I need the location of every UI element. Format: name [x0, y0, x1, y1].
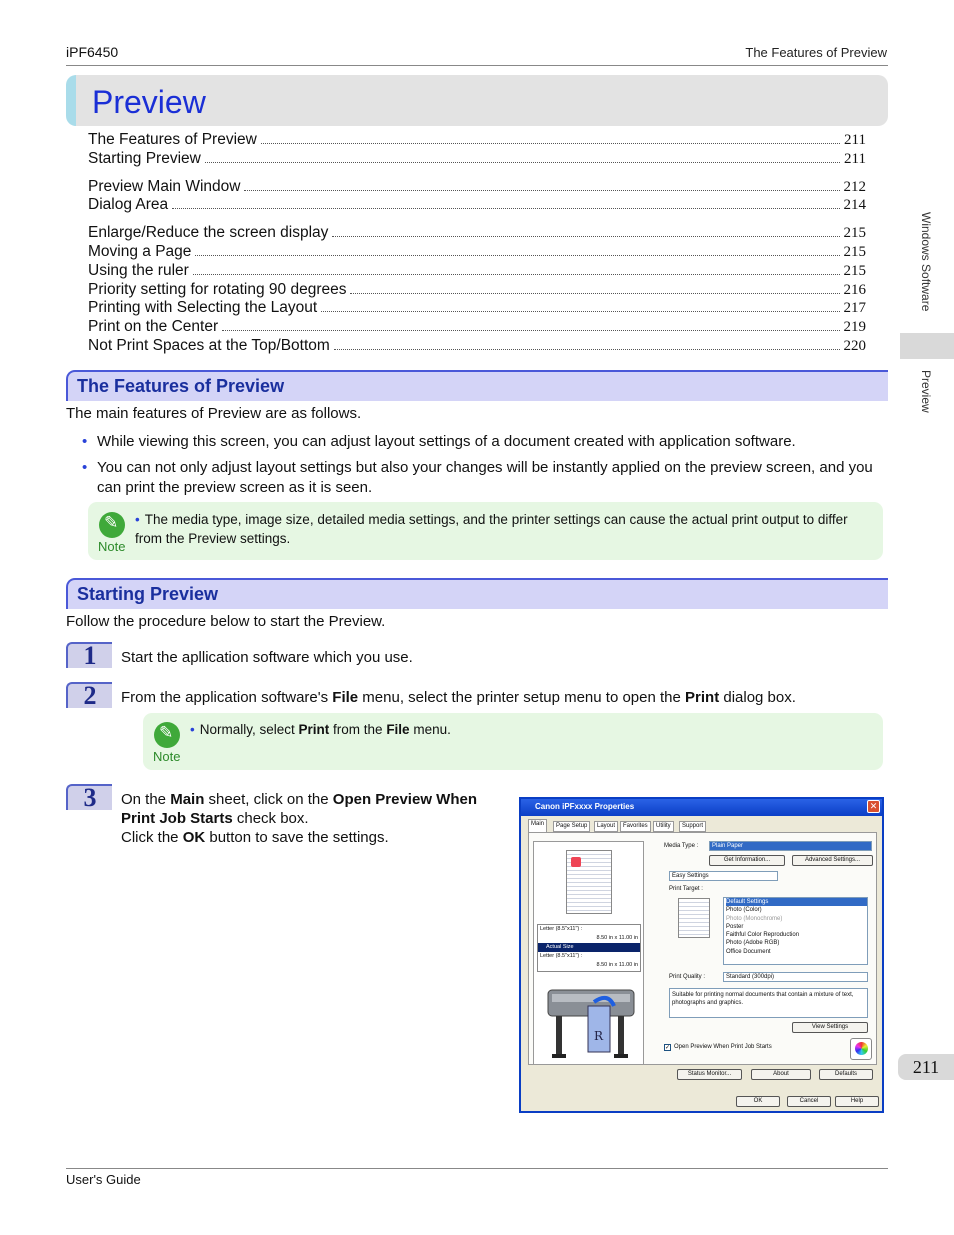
toc-label: Not Print Spaces at the Top/Bottom [88, 337, 330, 354]
step-3-text: On the Main sheet, click on the Open Preview When Print Job Starts check box. Click the OK button to save the settings. [121, 791, 477, 846]
print-target-list[interactable] [723, 897, 868, 965]
about-button[interactable]: About [751, 1069, 811, 1080]
page-number: 211 [898, 1054, 954, 1080]
toc-entry[interactable] [88, 224, 866, 242]
toc-page: 217 [843, 300, 866, 316]
toc-leader [321, 311, 839, 312]
tab-layout[interactable]: Layout [594, 821, 618, 832]
toc-leader [350, 293, 839, 294]
toc-label: Moving a Page [88, 243, 192, 260]
bullet-icon: • [190, 722, 195, 737]
status-monitor-button[interactable]: Status Monitor... [677, 1069, 742, 1080]
list-item[interactable]: Faithful Color Reproduction [726, 932, 800, 939]
toc-entry[interactable] [88, 150, 866, 168]
advanced-settings-button[interactable]: Advanced Settings... [792, 855, 873, 866]
help-button[interactable]: Help [835, 1096, 879, 1107]
step-number-3: 3 [66, 784, 112, 810]
toc-entry[interactable] [88, 281, 866, 299]
toc-entry[interactable] [88, 262, 866, 280]
note-box-features [88, 502, 883, 560]
tab-page-setup[interactable]: Page Setup [553, 821, 590, 832]
tab-utility[interactable]: Utility [653, 821, 674, 832]
section-heading-text: Starting Preview [77, 584, 219, 604]
toc-label: Preview Main Window [88, 178, 241, 195]
list-item[interactable]: Poster [726, 923, 744, 930]
toc-label: Priority setting for rotating 90 degrees [88, 281, 347, 298]
sidebar-active-tab [900, 333, 954, 359]
toc-entry[interactable] [88, 318, 866, 336]
starting-intro: Follow the procedure below to start the Preview. [66, 613, 386, 630]
toc-page: 211 [844, 151, 866, 167]
step-number-2: 2 [66, 682, 112, 708]
step-number-1: 1 [66, 642, 112, 668]
toc-label: Dialog Area [88, 196, 169, 213]
toc-label: The Features of Preview [88, 131, 257, 148]
toc-leader [244, 190, 839, 191]
close-icon[interactable]: ✕ [867, 800, 880, 813]
toc-page: 215 [843, 263, 866, 279]
get-information-button[interactable]: Get Information... [709, 855, 785, 866]
section-heading-text: The Features of Preview [77, 376, 285, 396]
toc-leader [193, 274, 840, 275]
toc-leader [261, 143, 840, 144]
toc-leader [332, 236, 839, 237]
toc-page: 211 [844, 132, 866, 148]
view-settings-button[interactable]: View Settings [792, 1022, 868, 1033]
note-text: • Normally, select Print from the File menu. [190, 722, 451, 737]
toc-label: Starting Preview [88, 150, 201, 167]
list-item[interactable]: Photo (Color) [726, 907, 762, 914]
svg-text:R: R [594, 1029, 604, 1043]
media-type-label: Media Type : [664, 843, 699, 849]
easy-settings-select[interactable]: Easy Settings [669, 871, 778, 881]
toc-page: 215 [843, 225, 866, 241]
list-item[interactable]: Photo (Adobe RGB) [726, 940, 780, 947]
note-box-step2 [143, 713, 883, 770]
dialog-title: Canon iPFxxxx Properties [521, 799, 882, 816]
toc-leader [195, 255, 839, 256]
toc-leader [222, 330, 839, 331]
toc-entry[interactable] [88, 131, 866, 149]
list-item[interactable]: Photo (Monochrome) [726, 915, 783, 922]
step-1-text: Start the apllication software which you use. [121, 649, 413, 666]
bullet-icon: • [82, 459, 88, 476]
sidebar-preview[interactable]: Preview [919, 370, 933, 413]
toc-page: 214 [843, 197, 866, 213]
bullet-icon: • [82, 433, 88, 450]
note-label: Note [153, 749, 181, 764]
description-box: Suitable for printing normal documents that contain a mixture of text, photographs and graphics. [669, 988, 868, 1018]
tab-favorites[interactable]: Favorites [620, 821, 651, 832]
note-pencil-icon [154, 722, 180, 748]
toc-page: 219 [843, 319, 866, 335]
toc-leader [172, 208, 839, 209]
page-thumbnail [566, 850, 612, 914]
list-item[interactable]: Default Settings [726, 898, 867, 906]
properties-dialog [519, 797, 884, 1113]
print-quality-label: Print Quality : [669, 974, 706, 980]
toc-page: 212 [843, 179, 866, 195]
note-text: • The media type, image size, detailed media settings, and the printer settings can cause the actual print output to differ from the Preview settings. [135, 512, 848, 546]
tab-main[interactable]: Main [528, 819, 547, 832]
toc-entry[interactable] [88, 299, 866, 317]
target-thumbnail-icon [678, 898, 710, 938]
header-model: iPF6450 [66, 44, 119, 60]
toc-page: 215 [843, 244, 866, 260]
footer-text: User's Guide [66, 1172, 141, 1187]
section-heading-features [66, 370, 888, 401]
toc-label: Using the ruler [88, 262, 189, 279]
print-quality-select[interactable]: Standard (300dpi) [723, 972, 868, 982]
open-preview-label: Open Preview When Print Job Starts [674, 1044, 772, 1050]
toc-entry[interactable] [88, 337, 866, 355]
preview-panel [533, 841, 644, 1065]
note-pencil-icon [99, 512, 125, 538]
toc-leader [334, 349, 840, 350]
toc-entry[interactable] [88, 196, 866, 214]
printer-illustration [542, 980, 638, 1062]
cancel-button[interactable]: Cancel [787, 1096, 831, 1107]
main-tab-panel [528, 832, 877, 1077]
toc-page: 220 [843, 338, 866, 354]
chapter-title: Preview [92, 84, 206, 120]
footer-divider [66, 1168, 888, 1169]
toc-label: Printing with Selecting the Layout [88, 299, 318, 316]
thumbnail-image-icon [571, 857, 581, 867]
step-2-text: From the application software's File menu, select the printer setup menu to open the Print dialog box. [121, 689, 796, 706]
print-target-label: Print Target : [669, 886, 703, 892]
toc-entry[interactable] [88, 178, 866, 196]
header-section: The Features of Preview [745, 45, 887, 60]
bullet-icon: • [135, 512, 140, 527]
features-intro: The main features of Preview are as follows. [66, 405, 362, 422]
list-item[interactable]: Office Document [726, 948, 771, 955]
open-preview-checkbox[interactable]: ✓ [665, 1045, 671, 1051]
features-bullet: • While viewing this screen, you can adjust layout settings of a document created with application software. [82, 433, 796, 450]
sidebar-windows-software[interactable]: Windows Software [919, 212, 933, 312]
color-settings-icon[interactable] [850, 1038, 872, 1060]
toc-label: Enlarge/Reduce the screen display [88, 224, 329, 241]
toc-leader [205, 162, 840, 163]
tab-support[interactable]: Support [679, 821, 706, 832]
chapter-title-box [66, 75, 888, 126]
toc-label: Print on the Center [88, 318, 219, 335]
note-label: Note [98, 539, 126, 554]
toc-page: 216 [843, 282, 866, 298]
toc-entry[interactable] [88, 243, 866, 261]
section-heading-starting [66, 578, 888, 609]
defaults-button[interactable]: Defaults [819, 1069, 873, 1080]
size-info: Letter (8.5"x11") : 8.50 in x 11.00 in Actual Size Letter (8.5"x11") : 8.50 in x 11.00 in [537, 924, 641, 972]
media-type-select[interactable]: Plain Paper [709, 841, 872, 851]
ok-button[interactable]: OK [736, 1096, 780, 1107]
header-divider [66, 65, 888, 66]
features-bullet: • You can not only adjust layout settings but also your changes will be instantly applied on the preview screen, and you can print the preview screen as it is seen. [82, 459, 873, 496]
